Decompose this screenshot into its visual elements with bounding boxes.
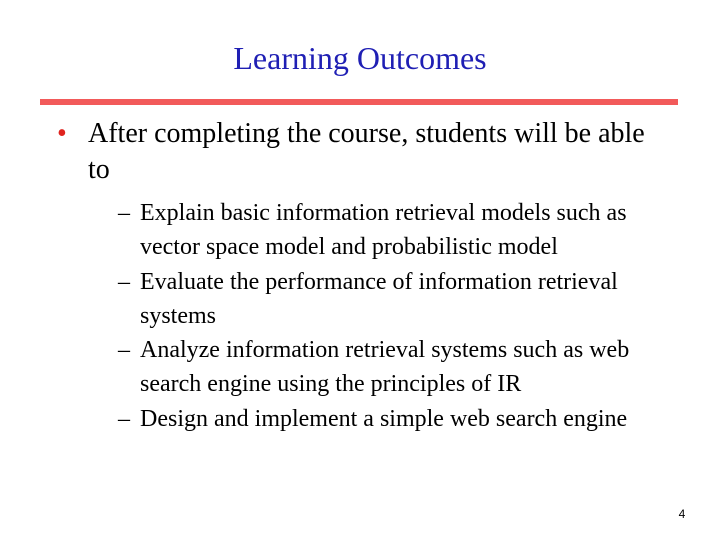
- bullet-icon: •: [57, 118, 67, 149]
- sub-bullet-item: [118, 333, 698, 402]
- dash-icon: –: [118, 200, 130, 226]
- sub-bullet-text: Design and implement a simple web search engine: [140, 405, 628, 432]
- sub-bullet-item: [118, 402, 698, 436]
- main-bullet-text: After completing the course, students will be able to: [88, 118, 645, 185]
- page-number: 4: [678, 507, 686, 521]
- sub-bullet-item: [118, 265, 698, 334]
- sub-bullet-text: Explain basic information retrieval models such as vector space model and probabilistic model: [140, 200, 627, 261]
- slide-title: Learning Outcomes: [233, 40, 487, 76]
- dash-icon: –: [118, 405, 130, 432]
- sub-bullet-text: Evaluate the performance of information retrieval systems: [140, 268, 618, 329]
- title-underline-rule: [40, 99, 678, 105]
- sub-bullet-text: Analyze information retrieval systems such as web search engine using the principles of IR: [140, 337, 630, 398]
- dash-icon: –: [118, 337, 130, 364]
- sub-bullet-list: [118, 196, 698, 436]
- dash-icon: –: [118, 268, 130, 295]
- sub-bullet-item: [118, 196, 698, 265]
